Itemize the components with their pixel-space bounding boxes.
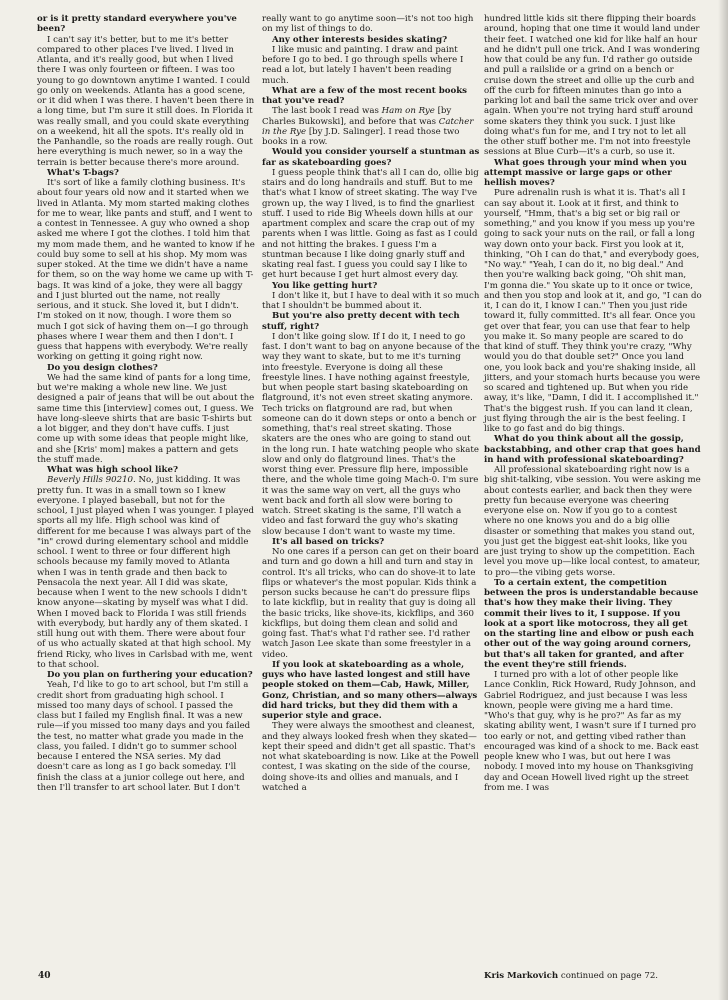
interview-question: What was high school like? — [47, 465, 179, 475]
column-right — [484, 14, 702, 793]
interview-question: But you're also pretty decent with tech stuff, right? — [262, 311, 460, 332]
column-middle — [262, 14, 480, 793]
column-left — [37, 14, 255, 793]
answer-paragraph: I guess people think that's all I can do, ollie big stairs and do long handrails and stuff. But to me that's what I know of street skating. The way I've grown up, the way I lived, is to find the gnarliest stuff. I used to ride Big Wheels down hills at our apartment complex and scare the crap out of my parents when I was little. Going as fast as I could and not hitting the brakes. I guess I'm a stuntman because I like doing gnarly stuff and skating real fast. I guess you could say I like to get hurt because I get hurt almost every day. — [262, 167, 479, 281]
answer-emphasis: Beverly Hills 90210 — [47, 475, 134, 486]
continued-name: Kris Markovich — [484, 971, 559, 981]
interview-question: What's T-bags? — [47, 167, 119, 178]
page-number: 40 — [38, 971, 51, 981]
interview-question: It's all based on tricks? — [272, 536, 385, 547]
answer-paragraph: No one cares if a person can get on their board and turn and go down a hill and turn and stay in control. It's all tricks, who can do shove-it to late flips or whatever's the most popular. Kids think a person sucks because he can't do pressure flips to late kickflip, but in reality that guy is doing all the basic tricks, like shove-its, kickflips, and 360 kickflips, but doing them clean and solid and going fast. That's what I'd rather see. I'd rather watch Jason Lee skate than some freestyler in a video. — [262, 547, 479, 660]
answer-text: . No, just kidding. It was pretty fun. It was in a small town so I knew everyone. I played baseball, but not for the school, I just played when I was younger. I played sports all my life. High school was kind of different for me because I was always part of the "in" crowd during elementary school and middle school. I went to three or four different high schools because my family moved to Atlanta when I was in tenth grade and then back to Pensacola the next year. All I did was skate, because when I went to the new schools I didn't know anyone—skating by myself was what I did. When I moved back to Florida I was still friends with everybody, but hardly any of them skated. I still hung out with them. There were about four of us who actually skated at that high school. My friend Ricky, who lives in Carlsbad with me, went to that school. — [37, 475, 255, 670]
interview-question: You like getting hurt? — [272, 280, 378, 291]
answer-paragraph: All professional skateboarding right now is a big shit-talking, vibe session. You were asking me about contests earlier, and back then they were pretty fun because everyone was cheering everyone else on. Now if you go to a contest where no one knows you and do a big ollie disaster or something that makes you stand out, you just get the biggest eat-shit looks, like you are just trying to show up the competition. Each level you move up—like local contest, to amateur, to pro—the vibing gets worse. — [484, 465, 701, 578]
answer-paragraph: I like music and painting. I draw and paint before I go to bed. I go through spells where I read a lot, but lately I haven't been reading much. — [262, 44, 464, 86]
answer-paragraph: It's sort of like a family clothing business. It's about four years old now and it started when we lived in Atlanta. My mom started making clothes for me to wear, like pants and stuff, and I went to a contest in Tennessee. A guy who owned a shop asked me where I got the clothes. I told him that my mom made them, and he wanted to know if he could buy some to sell at his shop. My mom was super stoked. At the time we didn't have a name for them, so on the way home we came up with T-bags. It was kind of a joke, they were all baggy and I just blurted out the name, not really serious, and it stuck. She loved it, but I didn't. I'm stoked on it now, though. I wore them so much I got sick of having them on—I go through phases where I wear them and then I don't. I guess that happens with everybody. We're really working on getting it going right now. — [37, 178, 255, 363]
answer-paragraph: We had the same kind of pants for a long time, but we're making a whole new line. We just designed a pair of jeans that will be out about the same time this [interview] comes out, I guess. We have long-sleeve shirts that are basic T-shirts but a lot bigger, and they don't have cuffs. I just come up with some ideas that people might like, and she [Kris' mom] makes a pattern and gets the stuff made. — [37, 372, 255, 465]
answer-paragraph — [37, 475, 255, 670]
interview-question: Any other interests besides skating? — [272, 34, 448, 45]
interview-question: Do you plan on furthering your education? — [47, 670, 253, 680]
answer-paragraph: I turned pro with a lot of other people like Lance Conklin, Rick Howard, Rudy Johnson, and Gabriel Rodriguez, and just because I was less known, people were giving me a hard time. "Who's that guy, why is he pro?" As far as my skating ability went, I wasn't sure if I turned pro too early or not, and getting vibed rather than encouraged was kind of a shock to me. Back east people knew who I was, but out here I was nobody. I moved into my house on Thanksgiving day and Ocean Howell lived right up the street from me. I was — [484, 670, 699, 793]
book-title: Ham on Rye — [381, 106, 435, 117]
interview-question: Would you consider yourself a stuntman as far as skateboarding goes? — [262, 147, 480, 168]
answer-paragraph: Pure adrenalin rush is what it is. That's all I can say about it. Look at it first, and think to yourself, "Hmm, that's a big set or big rail or something," and you know if you mess up you're going to sack your nuts on the rail, or fall a long way down onto your back. First you look at it, thinking, "Oh I can do that," and everybody goes, "No way." "Yeah, I can do it, no big deal." And then you're walking back going, "Oh shit man, I'm gonna die." You skate up to it once or twice, and then you stop and look at it, and go, "I can do it, I can do it, I know I can." Then you just ride toward it, fully committed. It's all fear. Once you get over that fear, you can use that fear to help you make it. So many people are scared to do that kind of stuff. They think you're crazy, "Why would you do that double set?" Once you land one, you look back and you're shaking inside, all jitters, and your stomach hurts because you were so scared and tightened up. But when you ride away, it's like, "Damn, I did it. I accomplished it." That's the biggest rush. If you can land it clean, just flying through the air is the best feeling. I like to go fast and do big things. — [484, 188, 702, 434]
answer-paragraph: Yeah, I'd like to go to art school, but I'm still a credit short from graduating high school. I missed too many days of school. I passed the class but I failed my English final. It was a new rule—if you missed too many days and you failed the test, no matter what grade you made in the class, you failed. I didn't go to summer school because I entered the NSA series. My dad doesn't care as long as I go back someday. I'll finish the class at a junior college out here, and then I'll transfer to art school later. But I don't — [37, 680, 251, 793]
answer-paragraph: really want to go anytime soon—it's not too high on my list of things to do. — [262, 14, 474, 35]
answer-paragraph: hundred little kids sit there flipping their boards around, hoping that one time it would land under their feet. I watched one kid for like half an hour and he didn't pull one trick. And I was wondering how that could be any fun. I'd rather go outside and pull a railslide or a grind on a bench or cruise down the street and ollie up the curb and off the curb for fifteen minutes than go into a parking lot and bail the same trick over and over again. When you're not trying hard stuff around some skaters they think you suck. I just like doing what's fun for me, and I try not to let all the other stuff bother me. I'm not into freestyle sessions at Blue Curb—it's a curb, so use it. — [484, 14, 700, 158]
interview-question: What are a few of the most recent books that you've read? — [262, 85, 467, 106]
answer-text: [by J.D. Salinger]. I read those two books in a row. — [262, 126, 460, 147]
interview-question: or is it pretty standard everywhere you've been? — [37, 14, 237, 35]
answer-paragraph: I don't like it, but I have to deal with it so much that I shouldn't be bummed about it. — [262, 290, 480, 311]
answer-paragraph — [262, 106, 480, 147]
book-title: Catcher in the Rye — [262, 116, 474, 137]
interview-question: Do you design clothes? — [47, 362, 158, 373]
continued-text: continued on page 72. — [560, 971, 659, 981]
answer-text: [by Charles Bukowski], and before that was — [262, 106, 452, 127]
answer-paragraph: They were always the smoothest and cleanest, and they always looked fresh when they skated—kept their speed and didn't get all spastic. That's not what skateboarding is now. Like at the Powell contest, I was skating on the side of the course, doing shove-its and ollies and manuals, and I watched a — [262, 721, 479, 793]
page-edge-shadow — [718, 0, 728, 1000]
interview-question: What goes through your mind when you attempt massive or large gaps or other hellish moves? — [484, 157, 687, 188]
answer-text: The last book I read was — [272, 106, 382, 117]
answer-paragraph: I can't say it's better, but to me it's better compared to other places I've lived. I lived in Atlanta, and it's really good, but when I lived there I was only fourteen or fifteen. I was too young to go downtown anytime I wanted. I could go only on weekends. Atlanta has a good scene, or it did when I was there. I haven't been there in a long time, but I'm sure it still does. In Florida it was really small, and you could skate everything on a weekend, hit all the spots. It's really old in the Panhandle, so the roads are really rough. Out here everything is much newer, so in a way the terrain is better because there's more around. — [37, 34, 255, 168]
continued-note — [484, 971, 714, 981]
answer-paragraph: I don't like going slow. If I do it, I need to go fast. I don't want to bag on anyone because of the way they want to skate, but to me it's turning into freestyle. Everyone is doing all these freestyle lines. I have nothing against freestyle, but when people start basing skateboarding on flatground, it's not even street skating anymore. Tech tricks on flatground are rad, but when someone can do it down steps or onto a bench or something, that's real street skating. Those skaters are the ones who are going to stand out in the long run. I hate watching people who skate slow and only do flatground lines. That's the worst thing ever. Pressure flip here, impossible there, and the whole time going Mach-0. I'm sure it was the same way on vert, all the guys who went back and forth all slow were boring to watch. Street skating is the same, I'll watch a video and fast forward the guy who's skating slow because I don't want to waste my time. — [262, 331, 480, 537]
interview-question: If you look at skateboarding as a whole, guys who have lasted longest and still have people stoked on them—Cab, Hawk, Miller, Gonz, Christian, and so many others—always did hard tricks, but they did them with a superior style and grace. — [262, 659, 478, 721]
interview-question: To a certain extent, the competition between the pros is understandable because that's how they make their living. They commit their lives to it, I suppose. If you look at a sport like motocross, they all get on the starting line and elbow or push each other out of the way going around corners, but that's all taken for granted, and after the event they're still friends. — [484, 577, 699, 670]
interview-question: What do you think about all the gossip, backstabbing, and other crap that goes hand in hand with professional skateboarding? — [484, 434, 701, 465]
